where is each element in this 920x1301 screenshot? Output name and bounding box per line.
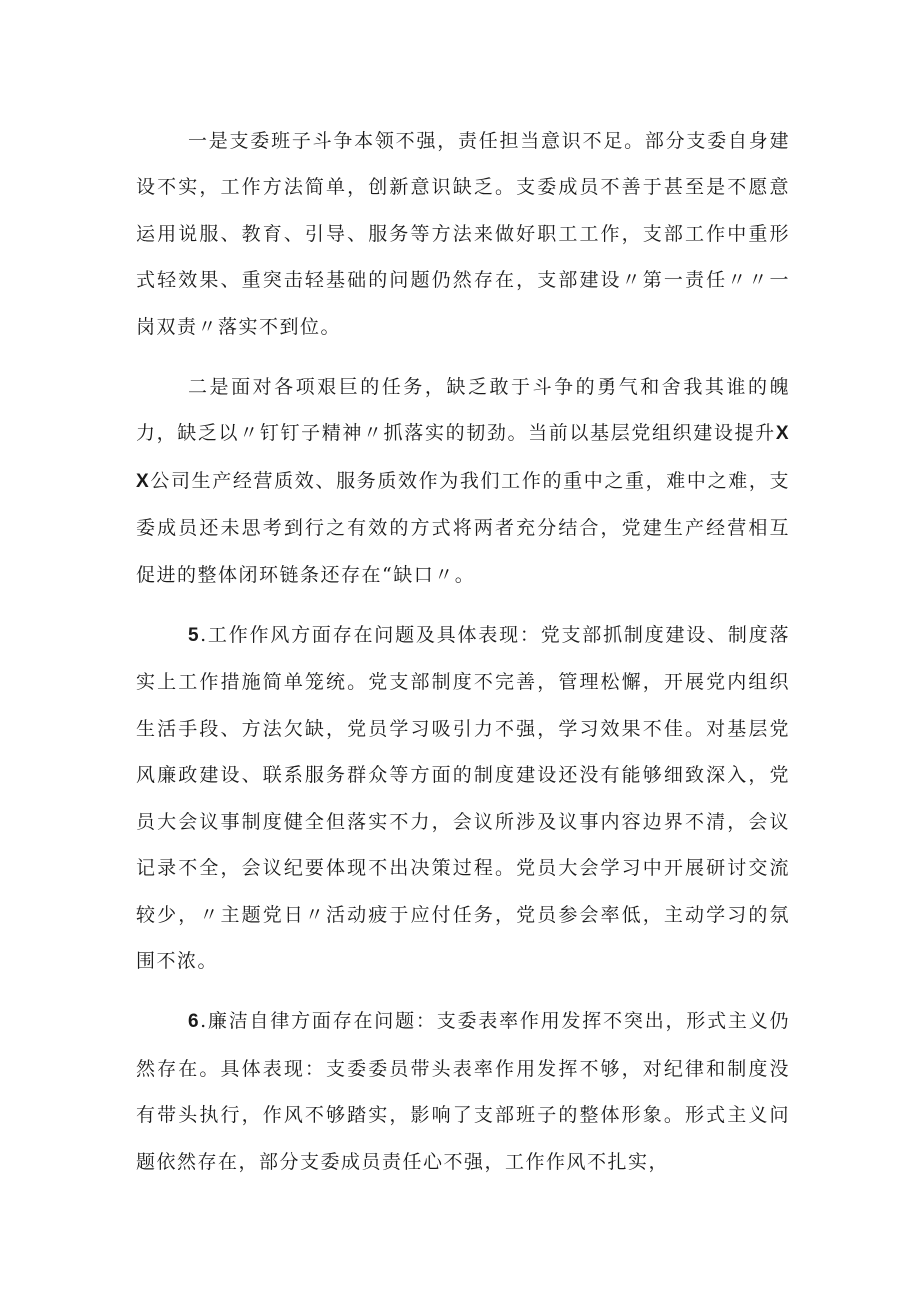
paragraph-3-number: 5 bbox=[188, 625, 201, 647]
document-body bbox=[136, 118, 790, 1199]
paragraph-4 bbox=[136, 998, 790, 1185]
paragraph-2-bold-company: XX bbox=[136, 423, 790, 492]
paragraph-2 bbox=[136, 364, 790, 598]
paragraph-4-number: 6 bbox=[188, 1011, 201, 1033]
paragraph-1-text: 一是支委班子斗争本领不强，责任担当意识不足。部分支委自身建设不实，工作方法简单，创新意识缺乏。支委成员不善于甚至是不愿意运用说服、教育、引导、服务等方法来做好职工工作，支部工作中重形式轻效果、重突击轻基础的问题仍然存在，支部建设〃第一责任〃〃一岗双责〃落实不到位。 bbox=[136, 130, 790, 338]
paragraph-1 bbox=[136, 118, 790, 350]
paragraph-2-text-before: 二是面对各项艰巨的任务，缺乏敢于斗争的勇气和舍我其谁的魄力，缺乏以〃钉钉子精神〃抓落实的韧劲。当前以基层党组织建设提升 bbox=[136, 376, 790, 445]
paragraph-4-text: .廉洁自律方面存在问题：支委表率作用发挥不突出，形式主义仍然存在。具体表现：支委委员带头表率作用发挥不够，对纪律和制度没有带头执行，作风不够踏实，影响了支部班子的整体形象。形式主义问题依然存在，部分支委成员责任心不强，工作作风不扎实， bbox=[136, 1010, 790, 1173]
paragraph-3-text: .工作作风方面存在问题及具体表现：党支部抓制度建设、制度落实上工作措施简单笼统。党支部制度不完善，管理松懈，开展党内组织生活手段、方法欠缺，党员学习吸引力不强，学习效果不佳。对基层党风廉政建设、联系服务群众等方面的制度建设还没有能够细致深入，党员大会议事制度健全但落实不力，会议所涉及议事内容边界不清，会议记录不全，会议纪要体现不出决策过程。党员大会学习中开展研讨交流较少，〃主题党日〃活动疲于应付任务，党员参会率低，主动学习的氛围不浓。 bbox=[136, 624, 790, 972]
paragraph-2-text-after: 公司生产经营质效、服务质效作为我们工作的重中之重，难中之难，支委成员还未思考到行之有效的方式将两者充分结合，党建生产经营相互促进的整体闭环链条还存在“缺口〃。 bbox=[136, 469, 790, 586]
paragraph-3 bbox=[136, 612, 790, 984]
